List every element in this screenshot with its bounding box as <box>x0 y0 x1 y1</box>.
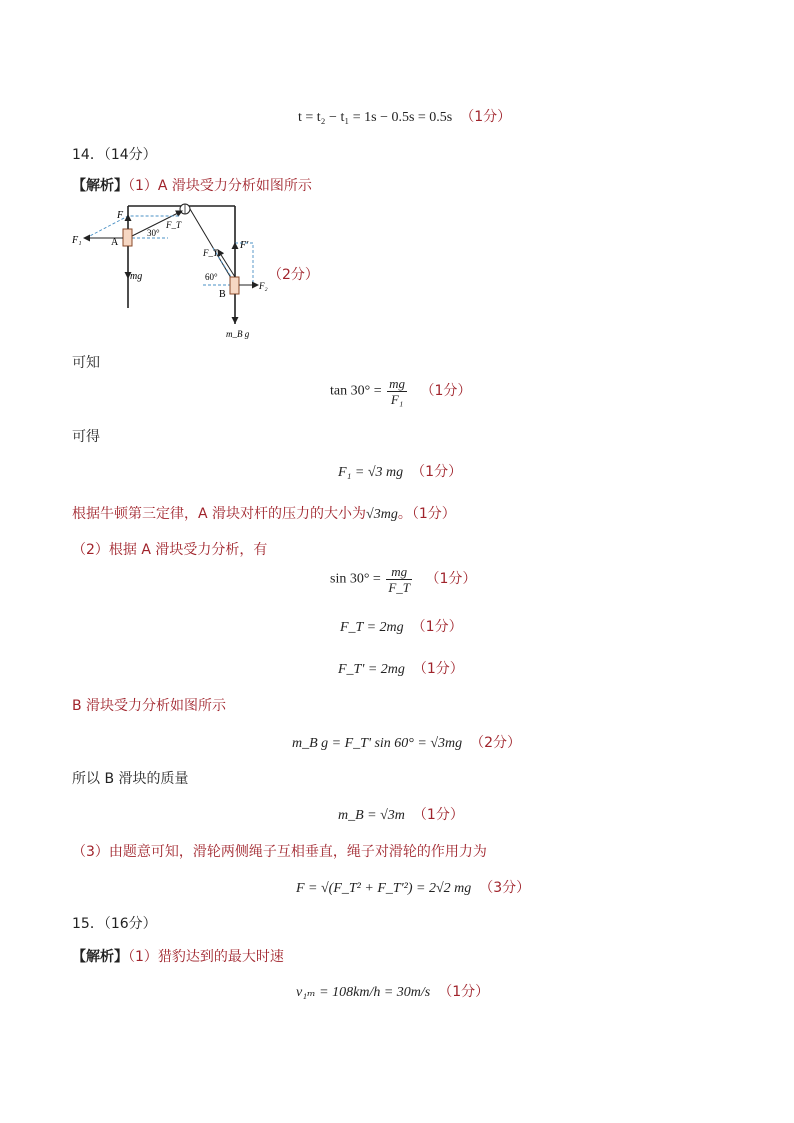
score-label: （1分） <box>438 984 490 1000</box>
label-fprime: F' <box>240 240 249 251</box>
label-f: F <box>117 210 124 221</box>
sin-num: mg <box>391 564 408 579</box>
score-label: （2分） <box>470 735 522 751</box>
part3-intro: （3）由题意可知，滑轮两侧绳子互相垂直，绳子对滑轮的作用力为 <box>72 844 487 860</box>
label-mbg: m_B g <box>226 329 250 339</box>
question-15-header: 15．（16分） <box>72 916 157 932</box>
label-ft-b: F_T <box>203 248 219 258</box>
equation-v-text: v₁ₘ = 108km/h = 30m/s <box>296 985 431 1000</box>
equation-f1 <box>338 461 462 481</box>
label-f2: F₂ <box>259 281 268 291</box>
q15-analysis-line <box>72 946 284 966</box>
analysis-tag: 【解析】 <box>72 949 128 965</box>
part2-intro: （2）根据 A 滑块受力分析，有 <box>72 542 268 558</box>
block-b <box>230 277 239 294</box>
b-intro: B 滑块受力分析如图所示 <box>72 698 227 714</box>
tan-num: mg <box>389 376 405 391</box>
score-label: （1分） <box>412 661 464 677</box>
tan-fraction <box>387 376 407 407</box>
sin-fraction <box>386 564 412 595</box>
equation-sin <box>330 564 476 595</box>
q15-part1-intro: （1）猎豹达到的最大时速 <box>128 949 284 965</box>
equation-ft-text: F_T = 2mg <box>340 620 404 635</box>
equation-ft <box>340 616 463 636</box>
sin-den: F_T <box>388 580 411 595</box>
score-label: （3分） <box>479 880 531 896</box>
equation-f-text: F = √(F_T² + F_T'²) = 2√2 mg <box>296 881 472 896</box>
equation-v <box>296 981 489 1001</box>
label-mg: mg <box>130 271 143 282</box>
equation-t-text: t = t₂ − t₁ = 1s − 0.5s = 0.5s <box>298 110 453 125</box>
equation-t <box>298 106 511 126</box>
force-diagram <box>68 198 288 344</box>
equation-mb-text: m_B = √3m <box>338 808 405 823</box>
label-angle30: 30° <box>147 228 160 238</box>
equation-ftp-text: F_T' = 2mg <box>338 662 405 677</box>
newton-end: 。（1分） <box>397 506 456 522</box>
label-angle60: 60° <box>205 272 218 282</box>
block-a <box>123 229 132 246</box>
score-label: （1分） <box>460 109 512 125</box>
analysis-tag: 【解析】 <box>72 178 128 194</box>
equation-mbg <box>292 732 521 752</box>
equation-mbg-text: m_B g = F_T' sin 60° = √3mg <box>292 736 463 751</box>
newton-value: √3mg <box>366 507 398 522</box>
equation-tan <box>330 376 471 407</box>
label-f1: F₁ <box>72 235 82 246</box>
mass-intro: 所以 B 滑块的质量 <box>72 771 189 787</box>
tan-den: F₁ <box>390 392 404 407</box>
label-b: B <box>219 289 226 300</box>
q14-analysis-line <box>72 175 312 195</box>
equation-ftp <box>338 658 464 678</box>
equation-mb <box>338 804 464 824</box>
kede-text: 可得 <box>72 429 100 445</box>
score-label: （1分） <box>420 382 472 399</box>
score-label: （1分） <box>412 807 464 823</box>
equation-f1-text: F₁ = √3 mg <box>338 465 404 480</box>
label-a: A <box>111 237 119 248</box>
part1-intro: （1）A 滑块受力分析如图所示 <box>128 178 312 194</box>
equation-f <box>296 877 530 897</box>
score-label: （1分） <box>411 619 463 635</box>
sin-left: sin 30° = <box>330 571 381 587</box>
score-label: （1分） <box>411 464 463 480</box>
figure-score: （2分） <box>268 267 319 283</box>
newton-text: 根据牛顿第三定律，A 滑块对杆的压力的大小为 <box>72 506 367 522</box>
question-14-header: 14．（14分） <box>72 147 157 163</box>
label-ft-a: F_T <box>166 220 182 230</box>
score-label: （1分） <box>425 570 477 587</box>
kezhi-text: 可知 <box>72 355 100 371</box>
tan-left: tan 30° = <box>330 383 382 399</box>
newton-line <box>72 503 456 523</box>
